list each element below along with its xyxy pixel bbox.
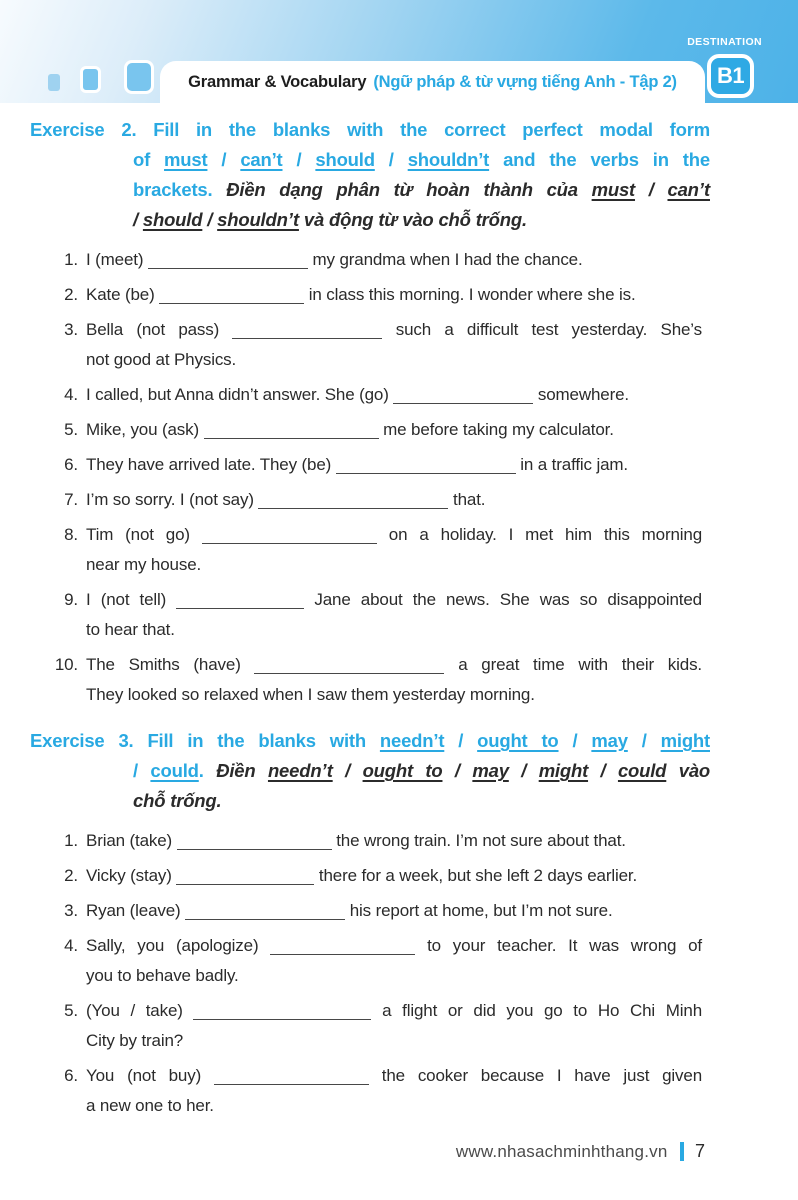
text-segment: /	[635, 179, 668, 200]
question-line	[86, 1091, 702, 1121]
question-line	[86, 345, 702, 375]
blank-line	[254, 673, 444, 674]
blank-line	[202, 543, 377, 544]
text-segment: on a holiday. I met him this morning	[376, 525, 702, 544]
text-segment: /	[627, 730, 661, 751]
question-line	[86, 1061, 702, 1091]
question-text	[86, 1061, 702, 1121]
decorative-square	[80, 66, 101, 93]
text-segment: They have arrived late. They (be)	[86, 455, 336, 474]
page-number: 7	[694, 1141, 705, 1161]
question-text	[86, 861, 702, 891]
text-segment: somewhere.	[533, 385, 629, 404]
question-row	[50, 861, 798, 891]
question-text	[86, 996, 702, 1056]
question-row	[50, 245, 798, 275]
text-segment: Sally, you (apologize)	[86, 936, 271, 955]
text-segment: needn’t	[379, 730, 445, 751]
brand-label: DESTINATION	[687, 36, 762, 48]
text-segment: City by train?	[86, 1031, 184, 1050]
text-segment: Exercise 2. Fill in the blanks with the correct perfect modal form	[30, 119, 710, 140]
text-segment: Exercise 3. Fill in the blanks with	[30, 730, 380, 751]
text-segment: Bella (not pass)	[86, 320, 233, 339]
header-banner	[0, 0, 798, 103]
question-row	[50, 485, 798, 515]
blank-line	[232, 338, 382, 339]
text-segment: /	[207, 149, 241, 170]
question-line	[86, 650, 702, 680]
question-row	[50, 415, 798, 445]
question-row	[50, 896, 798, 926]
question-row	[50, 931, 798, 991]
exercise-2	[0, 115, 798, 710]
question-line	[86, 1026, 702, 1056]
text-segment: (You / take)	[86, 1001, 194, 1020]
blank-line	[393, 403, 533, 404]
text-segment: ought to	[477, 730, 559, 751]
question-number: 10.	[54, 655, 78, 674]
heading-line	[30, 756, 710, 786]
question-line	[86, 931, 702, 961]
text-segment: The Smiths (have)	[86, 655, 255, 674]
text-segment: /	[133, 760, 151, 781]
text-segment: I’m so sorry. I (not say)	[86, 490, 259, 509]
text-segment: /	[558, 730, 592, 751]
question-row	[50, 315, 798, 375]
text-segment: the cooker because I have just given	[368, 1066, 703, 1085]
question-row	[50, 520, 798, 580]
text-segment: that.	[448, 490, 486, 509]
question-number: 6.	[64, 455, 78, 474]
text-segment: and the verbs in the	[489, 149, 710, 170]
question-row	[50, 1061, 798, 1121]
text-segment: his report at home, but I’m not sure.	[345, 901, 613, 920]
question-number: 6.	[64, 1066, 78, 1085]
text-segment: in a traffic jam.	[515, 455, 628, 474]
text-segment: such a difficult test yesterday. She’s	[382, 320, 702, 339]
text-segment: /	[332, 760, 363, 781]
text-segment: và động từ vào chỗ trống.	[298, 209, 527, 230]
text-segment: I (not tell)	[86, 590, 177, 609]
question-line	[86, 450, 702, 480]
question-line	[86, 315, 702, 345]
footer-url: www.nhasachminhthang.vn	[455, 1141, 668, 1161]
question-line	[86, 245, 702, 275]
text-segment: .	[198, 760, 217, 781]
exercise-3-heading	[30, 726, 710, 816]
text-segment: could	[150, 760, 199, 781]
question-number: 4.	[64, 936, 78, 955]
question-line	[86, 615, 702, 645]
question-list	[50, 245, 798, 710]
blank-line	[159, 303, 304, 304]
question-line	[86, 520, 702, 550]
question-line	[86, 861, 702, 891]
blank-line	[185, 919, 345, 920]
question-number: 4.	[64, 385, 78, 404]
text-segment: a new one to her.	[86, 1096, 214, 1115]
question-number: 3.	[64, 901, 78, 920]
question-line	[86, 996, 702, 1026]
text-segment: near my house.	[86, 555, 202, 574]
text-segment: /	[202, 209, 218, 230]
question-text	[86, 415, 702, 445]
text-segment: Ryan (leave)	[86, 901, 186, 920]
question-row	[50, 280, 798, 310]
text-segment: a flight or did you go to Ho Chi Minh	[371, 1001, 702, 1020]
question-list	[50, 826, 798, 1121]
text-segment: of	[133, 149, 165, 170]
exercises	[0, 103, 798, 1121]
text-segment: can’t	[667, 179, 710, 200]
heading-line	[30, 726, 710, 756]
section-title-vietnamese: (Ngữ pháp & từ vựng tiếng Anh - Tập 2)	[373, 72, 677, 91]
question-number: 1.	[64, 250, 78, 269]
text-segment: to hear that.	[86, 620, 175, 639]
question-number: 5.	[64, 1001, 78, 1020]
text-segment: there for a week, but she left 2 days earlier.	[314, 866, 638, 885]
text-segment: should	[142, 209, 203, 230]
footer-separator	[680, 1142, 684, 1161]
question-line	[86, 550, 702, 580]
text-segment: /	[374, 149, 408, 170]
level-badge-text: B1	[716, 63, 745, 88]
text-segment: Điền	[216, 760, 268, 781]
question-line	[86, 826, 702, 856]
blank-line	[176, 884, 314, 885]
question-text	[86, 315, 702, 375]
text-segment: ought to	[362, 760, 443, 781]
heading-line	[30, 786, 710, 816]
text-segment: I (meet)	[86, 250, 148, 269]
question-text	[86, 931, 702, 991]
level-badge	[707, 54, 754, 98]
text-segment: may	[472, 760, 509, 781]
text-segment: /	[588, 760, 618, 781]
question-row	[50, 380, 798, 410]
text-segment: I called, but Anna didn’t answer. She (go)	[86, 385, 394, 404]
text-segment: needn’t	[267, 760, 333, 781]
question-line	[86, 485, 702, 515]
question-text	[86, 896, 702, 926]
text-segment: a great time with their kids.	[444, 655, 702, 674]
text-segment: should	[315, 149, 375, 170]
blank-line	[148, 268, 308, 269]
question-number: 8.	[64, 525, 78, 544]
text-segment: You (not buy)	[86, 1066, 214, 1085]
text-segment: Tim (not go)	[86, 525, 202, 544]
text-segment: must	[164, 149, 208, 170]
decorative-square	[124, 60, 154, 94]
footer	[0, 1141, 705, 1162]
question-text	[86, 245, 702, 275]
text-segment: might	[660, 730, 710, 751]
question-row	[50, 650, 798, 710]
text-segment: the wrong train. I’m not sure about that.	[331, 831, 626, 850]
blank-line	[270, 954, 415, 955]
text-segment: chỗ trống.	[133, 790, 222, 811]
text-segment: could	[617, 760, 667, 781]
question-row	[50, 450, 798, 480]
question-text	[86, 280, 702, 310]
question-line	[86, 280, 702, 310]
text-segment: must	[591, 179, 636, 200]
text-segment: brackets.	[133, 179, 227, 200]
question-number: 3.	[64, 320, 78, 339]
blank-line	[336, 473, 516, 474]
text-segment: Jane about the news. She was so disappointed	[304, 590, 702, 609]
section-title: Grammar & Vocabulary	[188, 72, 367, 91]
blank-line	[214, 1084, 369, 1085]
text-segment: not good at Physics.	[86, 350, 237, 369]
question-line	[86, 680, 702, 710]
text-segment: to your teacher. It was wrong of	[415, 936, 702, 955]
question-text	[86, 380, 702, 410]
text-segment: shouldn’t	[217, 209, 299, 230]
question-text	[86, 485, 702, 515]
question-line	[86, 896, 702, 926]
text-segment: /	[508, 760, 539, 781]
blank-line	[258, 508, 448, 509]
question-row	[50, 996, 798, 1056]
text-segment: Vicky (stay)	[86, 866, 177, 885]
title-pill	[160, 61, 705, 103]
question-text	[86, 650, 702, 710]
text-segment: Điền dạng phân từ hoàn thành của	[226, 179, 592, 200]
text-segment: /	[444, 730, 478, 751]
exercise-3	[0, 726, 798, 1121]
heading-line	[30, 145, 710, 175]
question-number: 7.	[64, 490, 78, 509]
question-number: 2.	[64, 866, 78, 885]
heading-line	[30, 175, 710, 205]
exercise-2-heading	[30, 115, 710, 235]
blank-line	[176, 608, 304, 609]
text-segment: me before taking my calculator.	[378, 420, 614, 439]
heading-line	[30, 205, 710, 235]
question-row	[50, 585, 798, 645]
question-number: 5.	[64, 420, 78, 439]
text-segment: you to behave badly.	[86, 966, 239, 985]
question-line	[86, 961, 702, 991]
question-line	[86, 415, 702, 445]
blank-line	[177, 849, 332, 850]
text-segment: /	[133, 209, 143, 230]
question-text	[86, 520, 702, 580]
question-number: 2.	[64, 285, 78, 304]
question-row	[50, 826, 798, 856]
text-segment: /	[442, 760, 473, 781]
text-segment: in class this morning. I wonder where she is.	[304, 285, 636, 304]
text-segment: They looked so relaxed when I saw them yesterday morning.	[86, 685, 535, 704]
text-segment: Kate (be)	[86, 285, 160, 304]
question-text	[86, 585, 702, 645]
blank-line	[204, 438, 379, 439]
text-segment: my grandma when I had the chance.	[307, 250, 583, 269]
text-segment: might	[538, 760, 589, 781]
text-segment: Brian (take)	[86, 831, 177, 850]
question-text	[86, 826, 702, 856]
question-number: 1.	[64, 831, 78, 850]
text-segment: Mike, you (ask)	[86, 420, 204, 439]
question-line	[86, 585, 702, 615]
heading-line	[30, 115, 710, 145]
text-segment: may	[591, 730, 628, 751]
decorative-square	[48, 74, 60, 91]
question-number: 9.	[64, 590, 78, 609]
question-line	[86, 380, 702, 410]
question-text	[86, 450, 702, 480]
text-segment: vào	[666, 760, 711, 781]
text-segment: shouldn’t	[407, 149, 490, 170]
text-segment: /	[282, 149, 316, 170]
blank-line	[193, 1019, 371, 1020]
text-segment: can’t	[240, 149, 283, 170]
